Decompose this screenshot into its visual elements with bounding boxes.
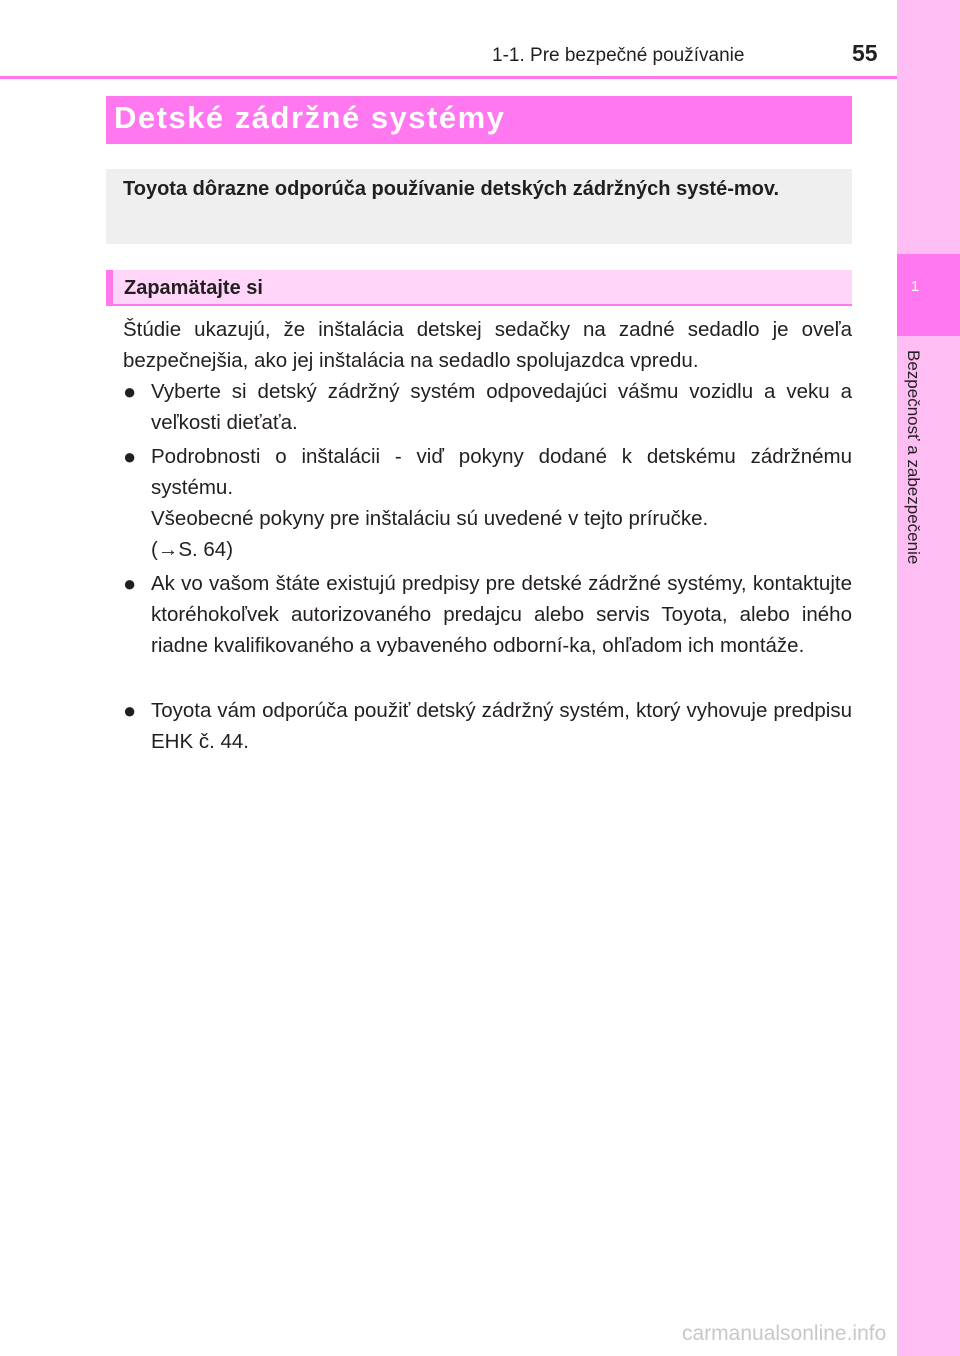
page-reference-link[interactable]: (→S. 64) <box>151 538 234 561</box>
chapter-tab[interactable] <box>897 254 960 336</box>
chapter-number: 1 <box>910 278 920 295</box>
remember-paragraph: Štúdie ukazujú, že inštalácia detskej sedačky na zadné sedadlo je oveľa bezpečnejšia, ako jej inštalácia na sedadlo spolujazdca vpredu. <box>123 318 852 372</box>
header-rule <box>0 76 897 79</box>
remember-accent <box>106 270 113 306</box>
list-item-text: Vyberte si detský zádržný systém odpovedajúci vášmu vozidlu a veku a veľkosti dieťaťa. <box>151 380 852 434</box>
intro-text: Toyota dôrazne odporúča používanie detských zádržných systé-mov. <box>123 178 780 200</box>
list-item-extra: Všeobecné pokyny pre inštaláciu sú uvedené v tejto príručke. <box>151 507 709 530</box>
chapter-label: Bezpečnosť a zabezpečenie <box>904 350 923 565</box>
page-number: 55 <box>852 40 878 66</box>
side-band <box>897 0 960 1356</box>
bullet-icon: ● <box>123 379 137 404</box>
bullet-icon: ● <box>123 571 137 596</box>
watermark: carmanualsonline.info <box>682 1322 887 1345</box>
list-item-text: Toyota vám odporúča použiť detský zádržný systém, ktorý vyhovuje predpisu EHK č. 44. <box>151 699 852 753</box>
page-title: Detské zádržné systémy <box>114 100 506 135</box>
bullet-icon: ● <box>123 698 137 723</box>
bullet-icon: ● <box>123 444 137 469</box>
list-item-text: Podrobnosti o inštalácii - viď pokyny dodané k detskému zádržnému systému. <box>151 445 852 499</box>
remember-heading: Zapamätajte si <box>124 277 263 299</box>
list-item-text: Ak vo vašom štáte existujú predpisy pre detské zádržné systémy, kontaktujte ktoréhokoľvek autorizovaného predajcu alebo servis Toyota, alebo iného riadne kvalifikovaného a vybaveného odborní-ka, ohľadom ich montáže. <box>151 572 852 657</box>
section-heading: 1-1. Pre bezpečné používanie <box>492 45 745 66</box>
